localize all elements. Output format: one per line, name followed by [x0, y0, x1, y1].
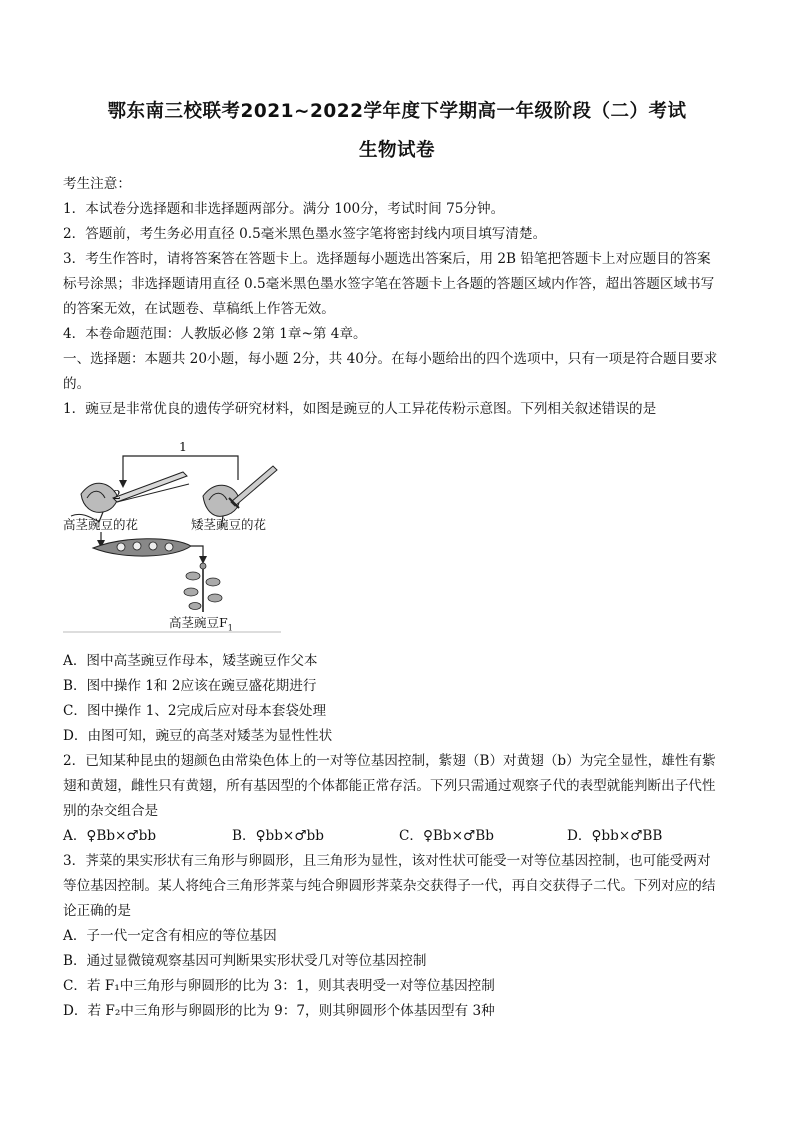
question-3-option-d: D．若 F₂中三角形与卵圆形的比为 9：7，则其卵圆形个体基因型有 3种 [63, 1003, 495, 1019]
f1-tall-plant-icon [184, 563, 222, 612]
pollination-diagram [63, 436, 281, 636]
notice-item-1: 1．本试卷分选择题和非选择题两部分。满分 100分，考试时间 75分钟。 [63, 201, 505, 217]
f1-label [169, 616, 233, 636]
operation-1-label: 1 [179, 439, 187, 454]
notice-item-3-line-2: 标号涂黑；非选择题请用直径 0.5毫米黑色墨水签字笔在答题卡上各题的答题区域内作答，超出答题区域书写 [63, 276, 715, 292]
question-3-stem-line-2: 等位基因控制。某人将纯合三角形荠菜与纯合卵圆形荠菜杂交获得子一代，再自交获得子二代。下列对应的结 [63, 878, 716, 894]
question-3-stem-line-3: 论正确的是 [63, 903, 131, 919]
question-2-stem-line-1: 2．已知某种昆虫的翅颜色由常染色体上的一对等位基因控制，紫翅（B）对黄翅（b）为完全显性，雄性有紫 [63, 753, 716, 769]
question-3-option-b: B．通过显微镜观察基因可判断果实形状受几对等位基因控制 [63, 953, 427, 969]
question-3-option-a: A．子一代一定含有相应的等位基因 [63, 928, 277, 944]
question-1-option-d: D．由图可知，豌豆的高茎对矮茎为显性性状 [63, 728, 333, 744]
notice-item-4: 4．本卷命题范围：人教版必修 2第 1章~第 4章。 [63, 326, 367, 342]
f1-label-text: 高茎豌豆F [169, 615, 228, 630]
pea-pod-icon [93, 539, 191, 556]
question-2-option-d: D．♀bb×♂BB [567, 828, 663, 844]
section-intro-line-2: 的。 [63, 376, 91, 392]
question-2-stem-line-2: 翅和黄翅，雌性只有黄翅，所有基因型的个体都能正常存活。下列只需通过观察子代的表型就能判断出子代性 [63, 778, 716, 794]
question-1-option-a: A．图中高茎豌豆作母本，矮茎豌豆作父本 [63, 653, 318, 669]
notice-item-3-line-3: 的答案无效，在试题卷、草稿纸上作答无效。 [63, 301, 335, 317]
question-1-stem: 1．豌豆是非常优良的遗传学研究材料，如图是豌豆的人工异花传粉示意图。下列相关叙述错误的是 [63, 401, 657, 417]
question-2-stem-line-3: 别的杂交组合是 [63, 803, 159, 819]
brush-icon [229, 466, 277, 508]
question-3-stem-line-1: 3．荠菜的果实形状有三角形与卵圆形，且三角形为显性，该对性状可能受一对等位基因控制，也可能受两对 [63, 853, 711, 869]
section-intro-line-1: 一、选择题：本题共 20小题，每小题 2分，共 40分。在每小题给出的四个选项中，只有一项是符合题目要求 [63, 351, 718, 367]
question-2-option-b: B．♀bb×♂bb [232, 828, 324, 844]
forceps-icon [113, 472, 189, 502]
exam-subtitle: 生物试卷 [358, 140, 435, 161]
operation-2-label: 2 [113, 487, 121, 502]
exam-title: 鄂东南三校联考2021~2022学年度下学期高一年级阶段（二）考试 [107, 101, 687, 122]
operation-1-bracket [123, 456, 238, 484]
notice-item-2: 2．答题前，考生务必用直径 0.5毫米黑色墨水签字笔将密封线内项目填写清楚。 [63, 226, 547, 242]
question-1-option-b: B．图中操作 1和 2应该在豌豆盛花期进行 [63, 678, 317, 694]
tall-flower-label: 高茎豌豆的花 [63, 517, 139, 532]
question-2-option-c: C．♀Bb×♂Bb [399, 828, 494, 844]
short-flower-label: 矮茎豌豆的花 [191, 517, 267, 532]
question-1-option-c: C．图中操作 1、2完成后应对母本套袋处理 [63, 703, 327, 719]
question-3-option-c: C．若 F₁中三角形与卵圆形的比为 3：1，则其表明受一对等位基因控制 [63, 978, 495, 994]
f1-label-subscript: 1 [227, 623, 233, 633]
notice-item-3-line-1: 3．考生作答时，请将答案答在答题卡上。选择题每小题选出答案后，用 2B 铅笔把答题卡上对应题目的答案 [63, 251, 711, 267]
question-2-option-a: A．♀Bb×♂bb [63, 828, 157, 844]
pollination-diagram-drawing [63, 436, 281, 636]
notice-heading: 考生注意： [63, 176, 131, 192]
